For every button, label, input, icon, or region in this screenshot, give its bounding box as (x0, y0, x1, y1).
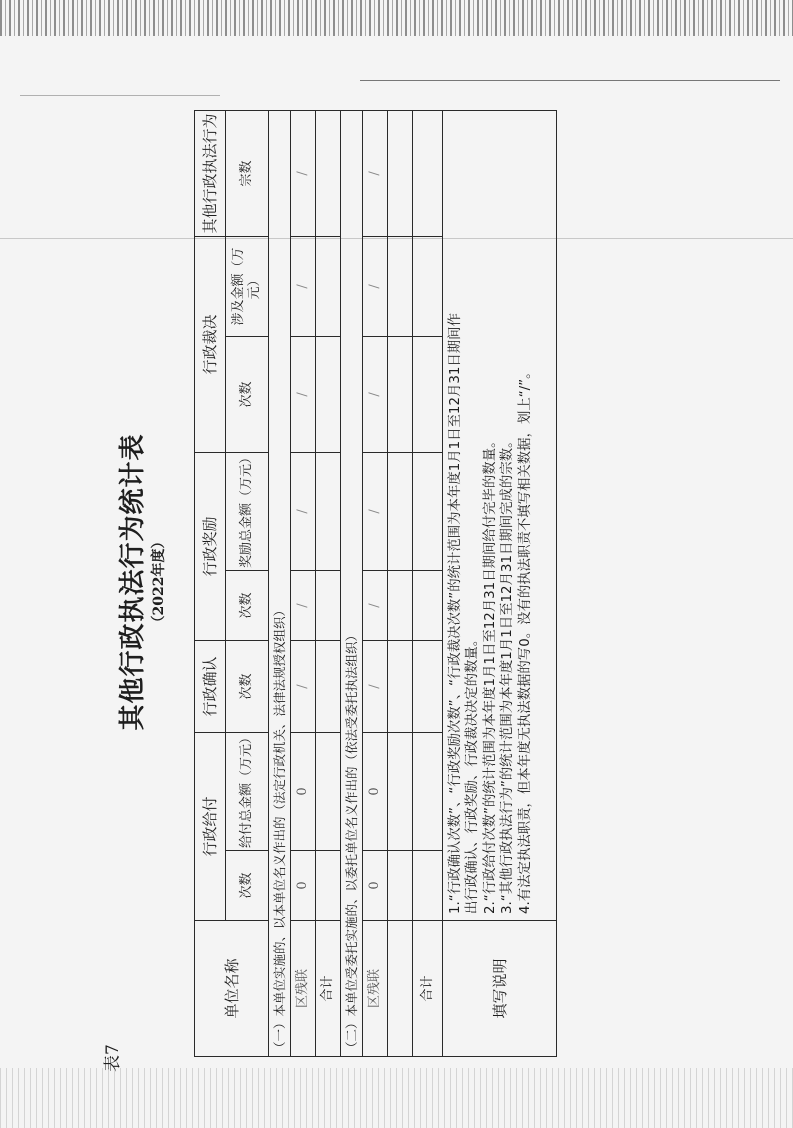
note-line: 3.“其他行政执法行为”的统计范围为本年度1月1日至12月31日期间完成的宗数。 (500, 434, 516, 914)
table-label: 表7 (103, 1044, 123, 1072)
cell (413, 570, 443, 640)
table-row-total (413, 110, 443, 1056)
notes-row (443, 110, 557, 1056)
header-sub: 次数 (226, 570, 269, 640)
header-sub: 次数 (226, 336, 269, 452)
cell (413, 640, 443, 732)
cell (413, 851, 443, 921)
note-line: 4.有法定执法职责，但本年度无执法数据的写0。没有的执法职责不填写相关数据，划上“/”。 (517, 365, 533, 914)
notes-label: 填写说明 (443, 921, 557, 1057)
cell (413, 110, 443, 236)
cell (388, 570, 413, 640)
table-row (291, 110, 316, 1056)
header-sub: 次数 (226, 851, 269, 921)
cell (413, 452, 443, 570)
rotated-page (98, 92, 533, 1072)
cell (388, 452, 413, 570)
cell: / (363, 336, 388, 452)
header-sub: 给付总金额（万元） (226, 732, 269, 850)
header-sub: 次数 (226, 640, 269, 732)
section-row (341, 110, 363, 1056)
header-sub: 奖励总金额（万元） (226, 452, 269, 570)
cell: 0 (291, 732, 316, 850)
header-group: 行政奖励 (195, 452, 226, 640)
header-row-sub (226, 110, 269, 1056)
cell (316, 851, 341, 921)
cell: / (363, 640, 388, 732)
notes-content (443, 110, 557, 920)
cell (316, 110, 341, 236)
header-row-groups (195, 110, 226, 1056)
section-label: （一）本单位实施的、以本单位名义作出的（法定行政机关、法律法规授权组织） (269, 110, 291, 1056)
scan-noise-bottom (0, 1068, 793, 1128)
cell (388, 336, 413, 452)
page-subtitle: （2022年度） (151, 534, 167, 630)
cell: / (291, 236, 316, 336)
cell: / (363, 452, 388, 570)
cell: / (291, 336, 316, 452)
cell: / (363, 110, 388, 236)
table-row-total (316, 110, 341, 1056)
cell: / (291, 640, 316, 732)
cell: / (363, 570, 388, 640)
cell: / (363, 236, 388, 336)
note-line: 出行政确认、行政奖励、行政裁决决定的数量。 (465, 632, 481, 914)
section-label: （二）本单位受委托实施的、以委托单位名义作出的（依法受委托执法组织） (341, 110, 363, 1056)
row-name: 区残联 (363, 921, 388, 1057)
cell: / (291, 570, 316, 640)
header-group: 行政给付 (195, 732, 226, 920)
cell (316, 236, 341, 336)
cell (413, 732, 443, 850)
cell (413, 336, 443, 452)
page-title: 其他行政执法行为统计表 (118, 433, 148, 731)
cell (388, 110, 413, 236)
cell: 0 (291, 851, 316, 921)
scan-noise-top (0, 0, 793, 36)
cell (316, 336, 341, 452)
row-name: 合计 (413, 921, 443, 1057)
header-group: 行政裁决 (195, 236, 226, 452)
cell: / (291, 110, 316, 236)
table-row (363, 110, 388, 1056)
cell (316, 732, 341, 850)
cell: / (291, 452, 316, 570)
row-name (388, 921, 413, 1057)
table-row-empty (388, 110, 413, 1056)
row-name: 合计 (316, 921, 341, 1057)
header-unit-name: 单位名称 (195, 921, 269, 1057)
cell (413, 236, 443, 336)
header-group: 行政确认 (195, 640, 226, 732)
note-line: 1.“行政确认次数”、“行政奖励次数”、“行政裁决次数”的统计范围为本年度1月1日至12月31日期间作 (448, 313, 463, 914)
scan-line (360, 80, 780, 81)
header-sub: 涉及金额（万元） (226, 236, 269, 336)
cell (388, 640, 413, 732)
cell: 0 (363, 732, 388, 850)
note-line: 2.“行政给付次数”的统计范围为本年度1月1日至12月31日期间给付完毕的数量。 (482, 434, 498, 914)
cell (388, 851, 413, 921)
header-group: 其他行政执法行为 (195, 110, 226, 236)
row-name: 区残联 (291, 921, 316, 1057)
statistics-table (194, 110, 557, 1057)
cell (316, 640, 341, 732)
cell (316, 452, 341, 570)
header-sub: 宗数 (226, 110, 269, 236)
cell (316, 570, 341, 640)
cell (388, 236, 413, 336)
cell (388, 732, 413, 850)
cell: 0 (363, 851, 388, 921)
section-row (269, 110, 291, 1056)
